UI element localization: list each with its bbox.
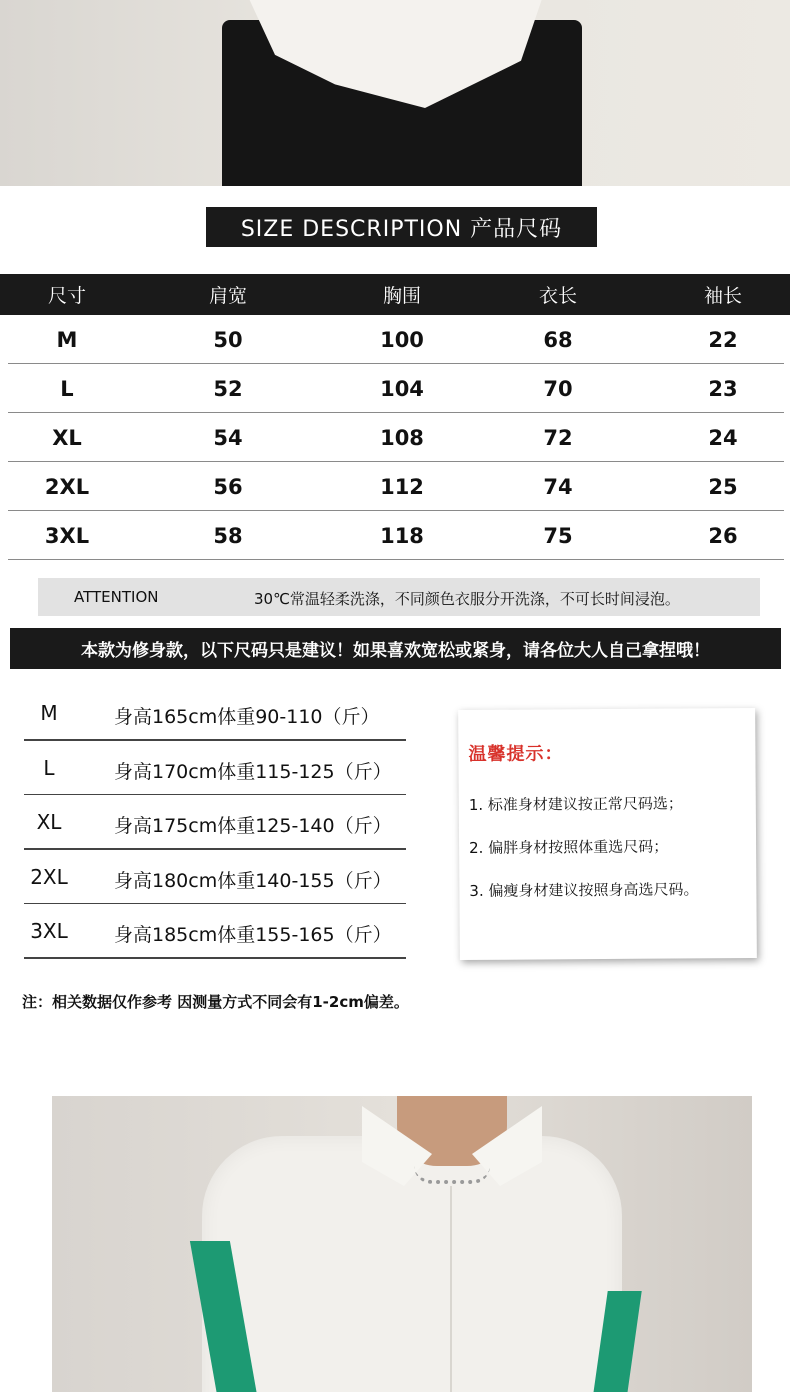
cell-chest: 112 <box>380 474 424 499</box>
measurement-footnote: 注：相关数据仅作参考 因测量方式不同会有1-2cm偏差。 <box>22 993 409 1011</box>
tips-title: 温馨提示： <box>468 743 564 765</box>
size-table-header <box>0 274 790 315</box>
hw-spec: 身高170cm体重115-125（斤） <box>114 760 392 783</box>
header-chest: 胸围 <box>382 285 421 307</box>
list-item <box>24 741 406 796</box>
height-weight-table <box>24 686 406 959</box>
size-description-banner: SIZE DESCRIPTION 产品尺码 <box>206 207 597 247</box>
cell-shoulder: 54 <box>213 425 243 450</box>
hw-size: 3XL <box>30 919 68 943</box>
tips-card <box>458 708 757 960</box>
cell-length: 68 <box>543 327 573 352</box>
hw-spec: 身高165cm体重90-110（斤） <box>114 706 380 728</box>
cell-size: L <box>60 376 74 401</box>
cell-size: M <box>56 327 78 352</box>
cell-size: XL <box>52 425 82 450</box>
table-row <box>0 413 790 462</box>
header-size: 尺寸 <box>47 285 86 307</box>
attention-text: 30℃常温轻柔洗涤，不同颜色衣服分开洗涤，不可长时间浸泡。 <box>254 590 680 608</box>
header-sleeve: 袖长 <box>703 285 742 307</box>
hw-size: L <box>43 755 55 780</box>
hw-spec: 身高180cm体重140-155（斤） <box>114 869 392 892</box>
chain-necklace-shape <box>414 1166 490 1184</box>
attention-bar <box>38 578 760 616</box>
tip-item: 1. 标准身材建议按正常尺码选； <box>468 794 683 814</box>
cell-shoulder: 58 <box>213 523 243 548</box>
table-row <box>0 511 790 560</box>
cell-shoulder: 52 <box>213 376 243 401</box>
cell-length: 75 <box>543 523 573 548</box>
hw-spec: 身高175cm体重125-140（斤） <box>114 815 392 837</box>
cell-shoulder: 56 <box>213 474 243 499</box>
list-item <box>24 686 406 741</box>
hw-size: XL <box>36 810 62 834</box>
table-row <box>0 364 790 413</box>
cell-sleeve: 24 <box>708 425 738 450</box>
hw-size: M <box>40 701 58 725</box>
hw-spec: 身高185cm体重155-165（斤） <box>114 924 392 946</box>
tip-item: 3. 偏瘦身材建议按照身高选尺码。 <box>469 880 699 900</box>
cell-chest: 108 <box>380 425 424 450</box>
list-item <box>24 850 406 905</box>
cell-length: 70 <box>543 376 573 401</box>
header-length: 衣长 <box>538 285 577 307</box>
list-item <box>24 795 406 850</box>
list-item <box>24 904 406 959</box>
fit-notice-banner: 本款为修身款，以下尺码只是建议！如果喜欢宽松或紧身，请各位大人自己拿捏哦！ <box>10 628 781 669</box>
header-shoulder: 肩宽 <box>208 285 247 307</box>
cell-chest: 104 <box>380 376 424 401</box>
cell-sleeve: 26 <box>708 523 738 548</box>
top-product-photo <box>0 0 790 186</box>
table-row <box>0 462 790 511</box>
cell-chest: 100 <box>380 327 424 352</box>
table-row <box>0 315 790 364</box>
cell-sleeve: 25 <box>708 474 738 499</box>
cell-length: 74 <box>543 474 573 499</box>
cell-size: 2XL <box>44 474 90 499</box>
attention-label: ATTENTION <box>74 588 159 606</box>
cell-size: 3XL <box>44 523 90 548</box>
cell-length: 72 <box>543 425 573 450</box>
cell-sleeve: 23 <box>708 376 738 401</box>
cell-shoulder: 50 <box>213 327 243 352</box>
hw-size: 2XL <box>30 864 68 889</box>
button-placket-shape <box>450 1186 452 1392</box>
size-table <box>0 274 790 560</box>
bottom-product-photo <box>52 1096 752 1392</box>
cell-sleeve: 22 <box>708 327 738 352</box>
cell-chest: 118 <box>380 523 424 548</box>
tip-item: 2. 偏胖身材按照体重选尺码； <box>469 837 669 857</box>
